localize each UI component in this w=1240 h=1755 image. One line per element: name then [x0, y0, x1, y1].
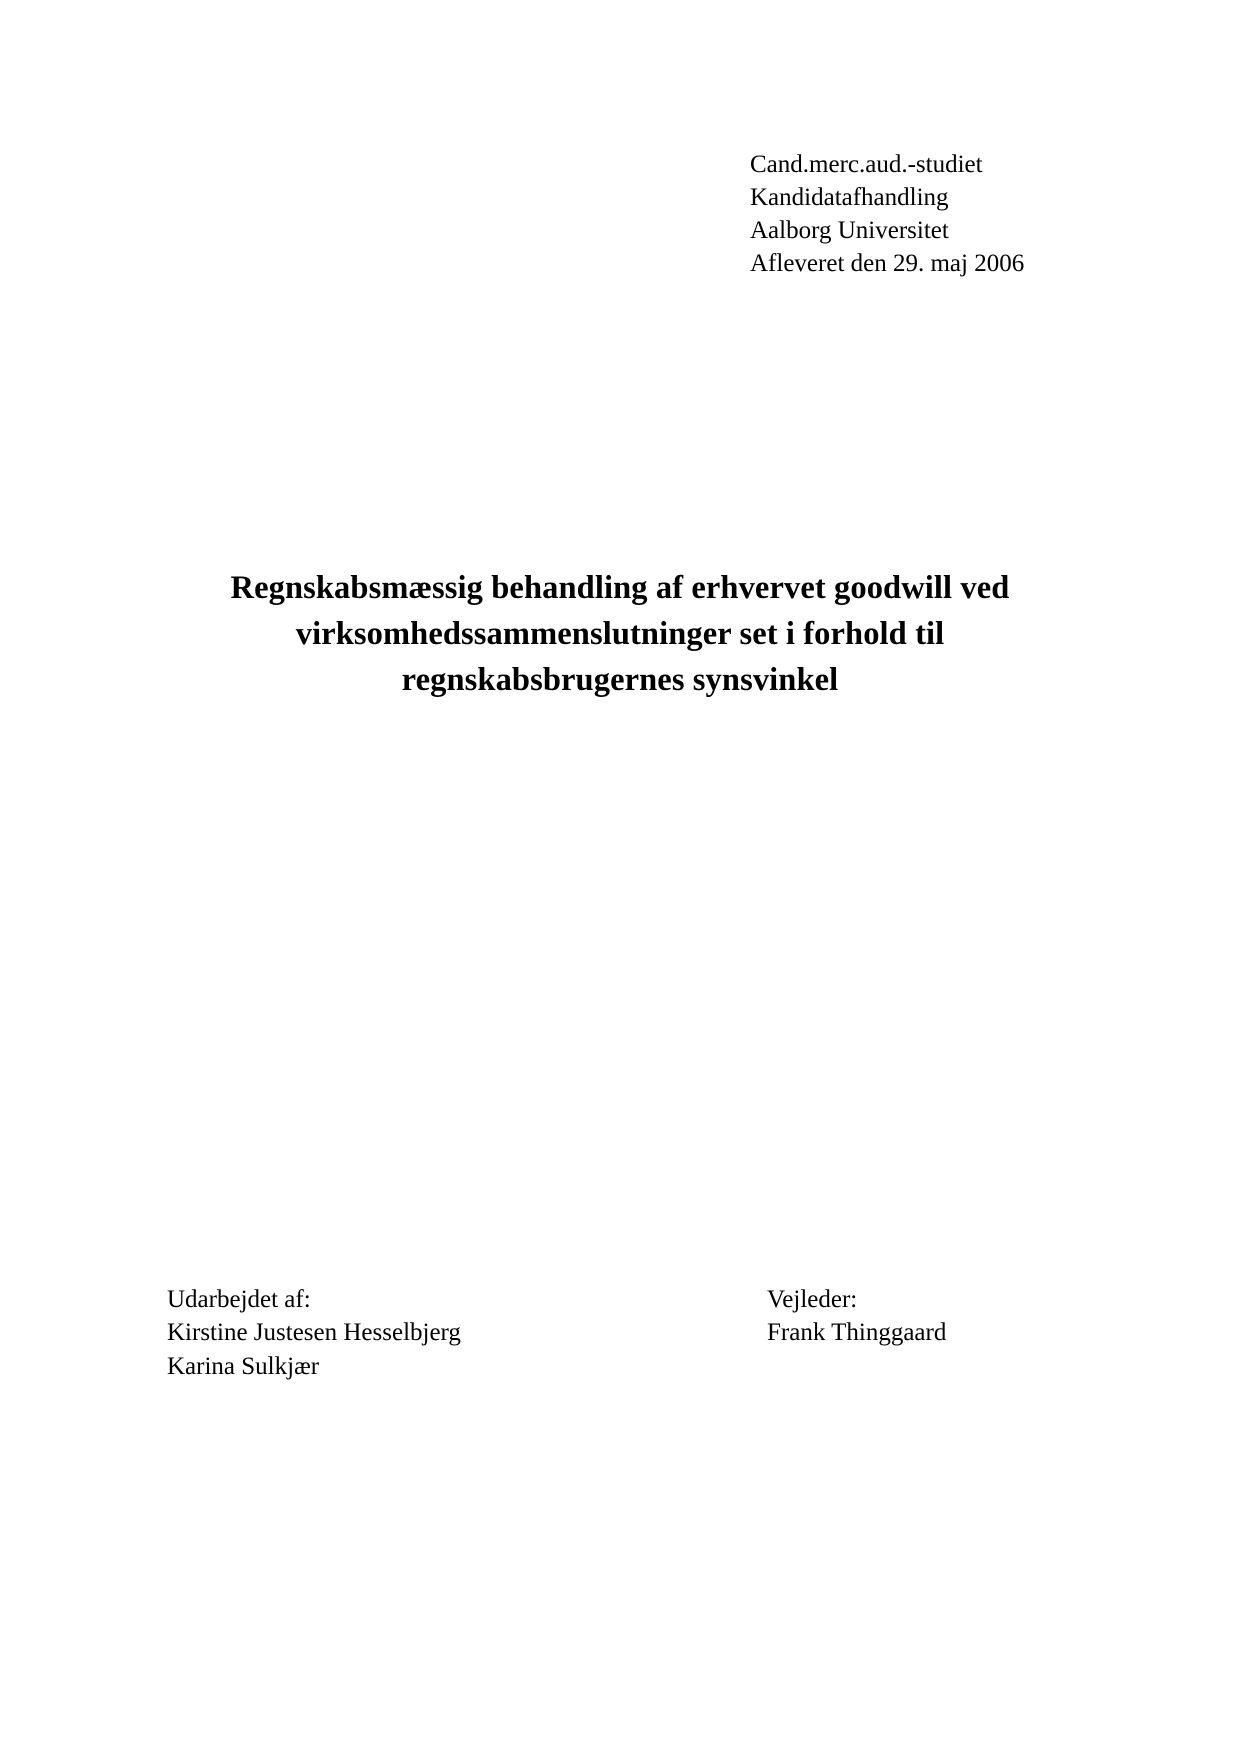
author-name-2: Karina Sulkjær [167, 1352, 320, 1380]
supervisor-name: Frank Thinggaard [767, 1319, 947, 1347]
header-line-programme: Cand.merc.aud.-studiet [750, 151, 983, 178]
authors-label: Udarbejdet af: [167, 1286, 311, 1313]
header-line-document-type: Kandidatafhandling [750, 184, 949, 211]
header-line-submission-date: Afleveret den 29. maj 2006 [750, 250, 1025, 277]
supervisor-label: Vejleder: [767, 1286, 858, 1313]
document-header-block [750, 148, 1170, 280]
authors-block [167, 1283, 687, 1383]
title-line-2: ved virksomhedssammenslutninger set i forhold til [295, 570, 1010, 653]
supervisor-block [767, 1283, 1167, 1350]
title-line-1: Regnskabsmæssig behandling af erhvervet goodwill [230, 570, 953, 606]
header-line-university: Aalborg Universitet [750, 217, 949, 244]
author-name-1: Kirstine Justesen Hesselbjerg [167, 1319, 461, 1347]
title-line-3: regnskabsbrugernes synsvinkel [401, 662, 839, 699]
page-title [160, 565, 1080, 703]
